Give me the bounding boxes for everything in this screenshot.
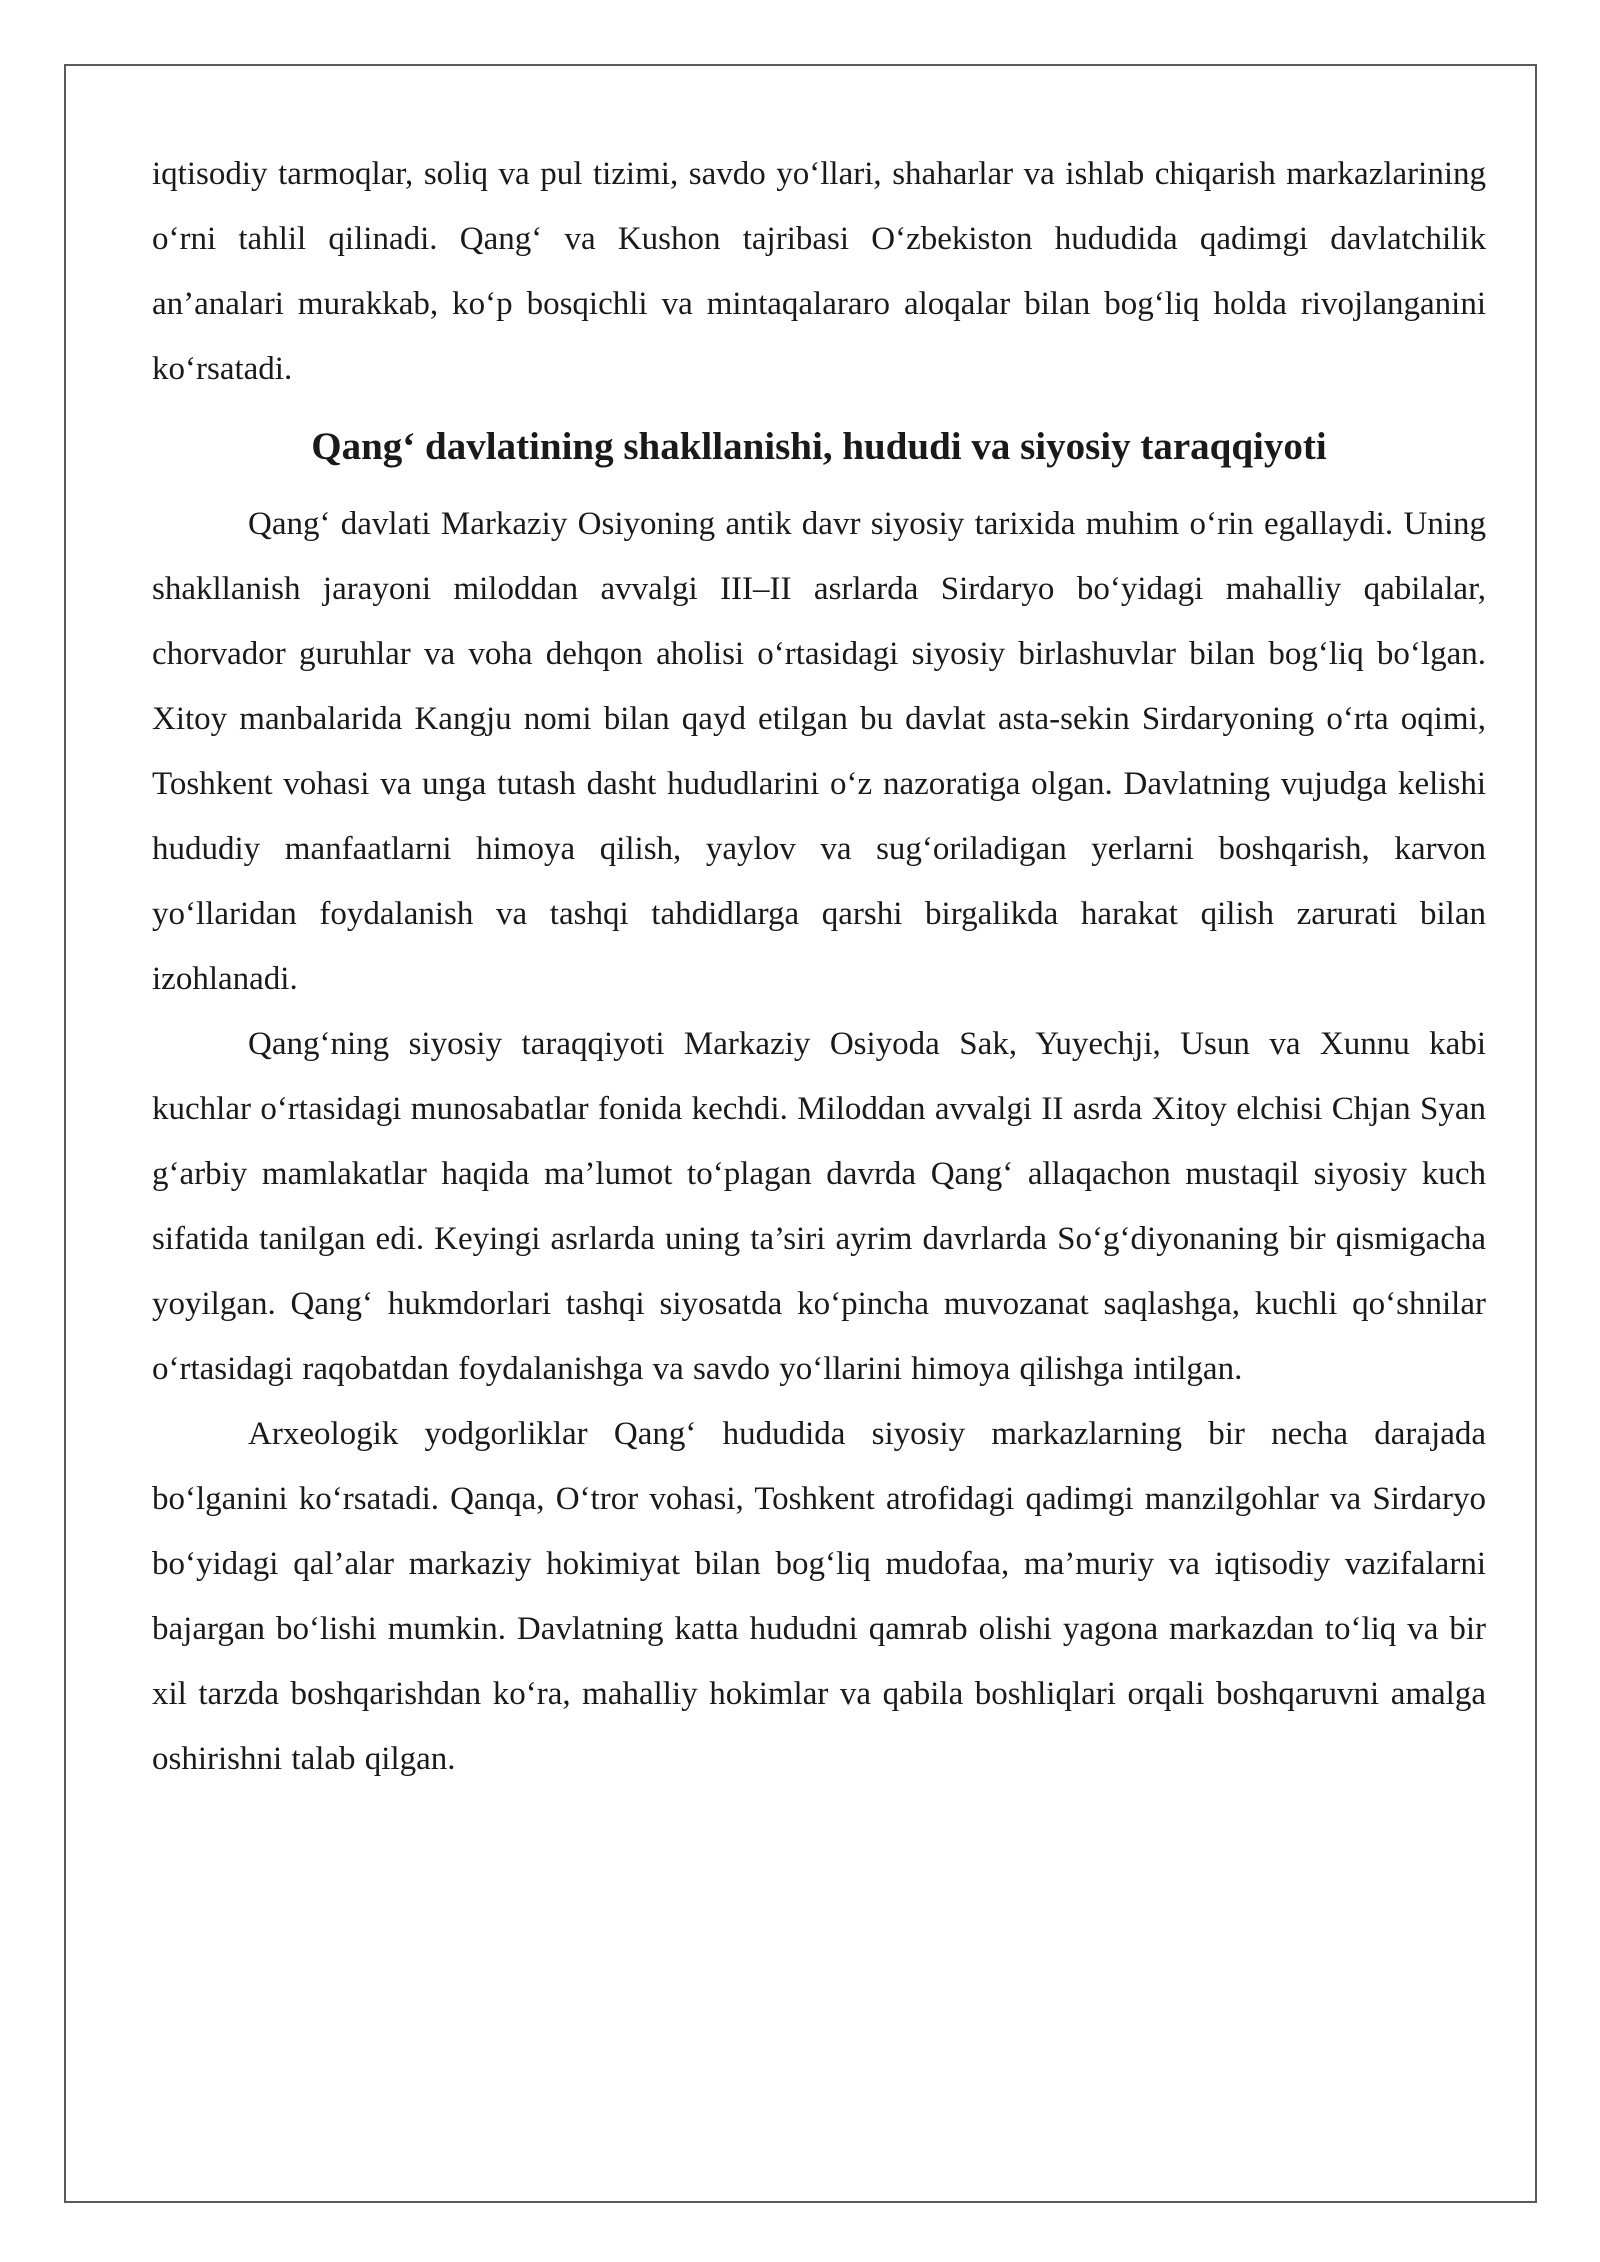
body-paragraph: Arxeologik yodgorliklar Qang‘ hududida siyosiy markazlarning bir necha darajada bo‘lganini ko‘rsatadi. Qanqa, O‘tror vohasi, Toshkent atrofidagi qadimgi manzilgohlar va Sirdaryo bo‘yidagi qal’alar markaziy hokimiyat bilan bog‘liq mudofaa, ma’muriy va iqtisodiy vazifalarni bajargan bo‘lishi mumkin. Davlatning katta hududni qamrab olishi yagona markazdan to‘liq va bir xil tarzda boshqarishdan ko‘ra, mahalliy hokimlar va qabila boshliqlari orqali boshqaruvni amalga oshirishni talab qilgan. bbox=[152, 1416, 1486, 1777]
body-paragraph: Qang‘ning siyosiy taraqqiyoti Markaziy Osiyoda Sak, Yuyechji, Usun va Xunnu kabi kuchlar o‘rtasidagi munosabatlar fonida kechdi. Miloddan avvalgi II asrda Xitoy elchisi Chjan Syan g‘arbiy mamlakatlar haqida ma’lumot to‘plagan davrda Qang‘ allaqachon mustaqil siyosiy kuch sifatida tanilgan edi. Keyingi asrlarda uning ta’siri ayrim davrlarda So‘g‘diyonaning bir qismigacha yoyilgan. Qang‘ hukmdorlari tashqi siyosatda ko‘pincha muvozanat saqlashga, kuchli qo‘shnilar o‘rtasidagi raqobatdan foydalanishga va savdo yo‘llarini himoya qilishga intilgan. bbox=[152, 1026, 1486, 1387]
section-heading: Qang‘ davlatining shakllanishi, hududi va siyosiy taraqqiyoti bbox=[311, 425, 1327, 468]
document-body bbox=[152, 142, 1486, 1792]
body-paragraph: Qang‘ davlati Markaziy Osiyoning antik davr siyosiy tarixida muhim o‘rin egallaydi. Uning shakllanish jarayoni miloddan avvalgi III–II asrlarda Sirdaryo bo‘yidagi mahalliy qabilalar, chorvador guruhlar va voha dehqon aholisi o‘rtasidagi siyosiy birlashuvlar bilan bog‘liq bo‘lgan. Xitoy manbalarida Kangju nomi bilan qayd etilgan bu davlat asta-sekin Sirdaryoning o‘rta oqimi, Toshkent vohasi va unga tutash dasht hududlarini o‘z nazoratiga olgan. Davlatning vujudga kelishi hududiy manfaatlarni himoya qilish, yaylov va sug‘oriladigan yerlarni boshqarish, karvon yo‘llaridan foydalanish va tashqi tahdidlarga qarshi birgalikda harakat qilish zarurati bilan izohlanadi. bbox=[152, 506, 1486, 997]
intro-paragraph: iqtisodiy tarmoqlar, soliq va pul tizimi, savdo yo‘llari, shaharlar va ishlab chiqarish markazlarining o‘rni tahlil qilinadi. Qang‘ va Kushon tajribasi O‘zbekiston hududida qadimgi davlatchilik an’analari murakkab, ko‘p bosqichli va mintaqalararo aloqalar bilan bog‘liq holda rivojlanganini ko‘rsatadi. bbox=[152, 156, 1486, 387]
